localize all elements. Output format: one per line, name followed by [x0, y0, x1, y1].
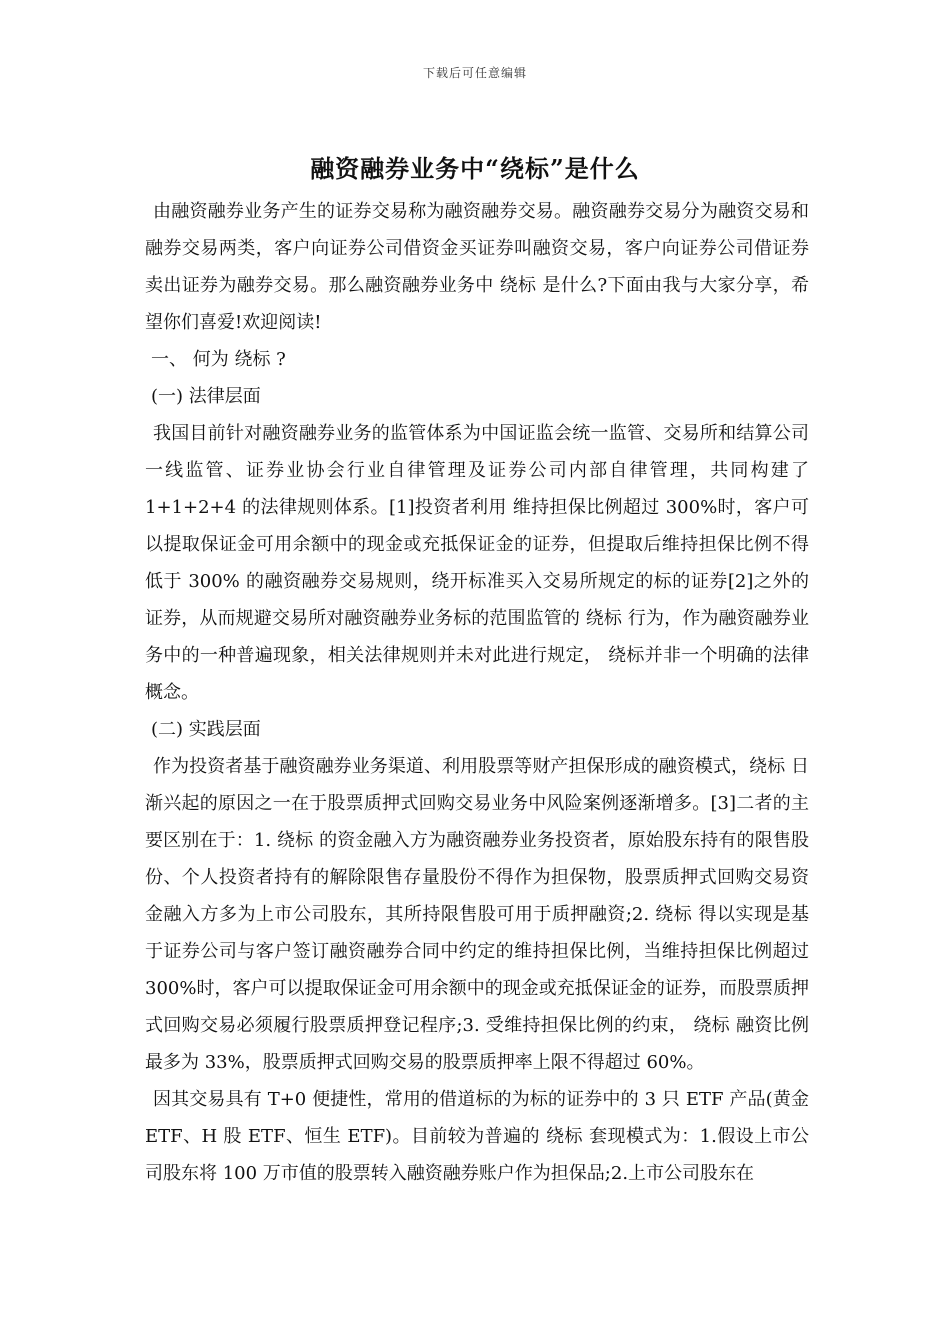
section-heading-1: 一、 何为 绕标 ? [151, 349, 286, 370]
document-body [145, 193, 809, 1192]
page-header: 下载后可任意编辑 [422, 66, 527, 80]
subsection-heading-practice: (二) 实践层面 [151, 719, 261, 740]
paragraph-intro: 由融资融券业务产生的证券交易称为融资融券交易。融资融券交易分为融资交易和融券交易两类，客户向证券公司借资金买证券叫融资交易，客户向证券公司借证券卖出证券为融券交易。那么融资融券业务中 绕标 是什么?下面由我与大家分享，希望你们喜爱!欢迎阅读! [145, 201, 809, 333]
paragraph-etf: 因其交易具有 T+0 便捷性，常用的借道标的为标的证券中的 3 只 ETF 产品(黄金 ETF、H 股 ETF、恒生 ETF)。目前较为普遍的 绕标 套现模式为：1.假设上市公司股东将 100 万市值的股票转入融资融券账户作为担保品;2.上市公司股东在 [145, 1089, 809, 1184]
paragraph-legal: 我国目前针对融资融券业务的监管体系为中国证监会统一监管、交易所和结算公司一线监管、证券业协会行业自律管理及证券公司内部自律管理，共同构建了 1+1+2+4 的法律规则体系。[1]投资者利用 维持担保比例超过 300%时，客户可以提取保证金可用余额中的现金或充抵保证金的证券，但提取后维持担保比例不得低于 300% 的融资融券交易规则，绕开标准买入交易所规定的标的证券[2]之外的证券，从而规避交易所对融资融券业务标的范围监管的 绕标 行为，作为融资融券业务中的一种普遍现象，相关法律规则并未对此进行规定， 绕标并非一个明确的法律概念。 [145, 423, 809, 703]
subsection-heading-legal: (一) 法律层面 [151, 386, 261, 407]
paragraph-practice: 作为投资者基于融资融券业务渠道、利用股票等财产担保形成的融资模式，绕标 日渐兴起的原因之一在于股票质押式回购交易业务中风险案例逐渐增多。[3]二者的主要区别在于：1. 绕标 的资金融入方为融资融券业务投资者，原始股东持有的限售股份、个人投资者持有的解除限售存量股份不得作为担保物，股票质押式回购交易资金融入方多为上市公司股东，其所持限售股可用于质押融资;2. 绕标 得以实现是基于证券公司与客户签订融资融券合同中约定的维持担保比例，当维持担保比例超过 300%时，客户可以提取保证金可用余额中的现金或充抵保证金的证券，而股票质押式回购交易必须履行股票质押登记程序;3. 受维持担保比例的约束， 绕标 融资比例最多为 33%，股票质押式回购交易的股票质押率上限不得超过 60%。 [145, 756, 809, 1073]
document-title: 融资融券业务中“绕标”是什么 [310, 154, 640, 183]
